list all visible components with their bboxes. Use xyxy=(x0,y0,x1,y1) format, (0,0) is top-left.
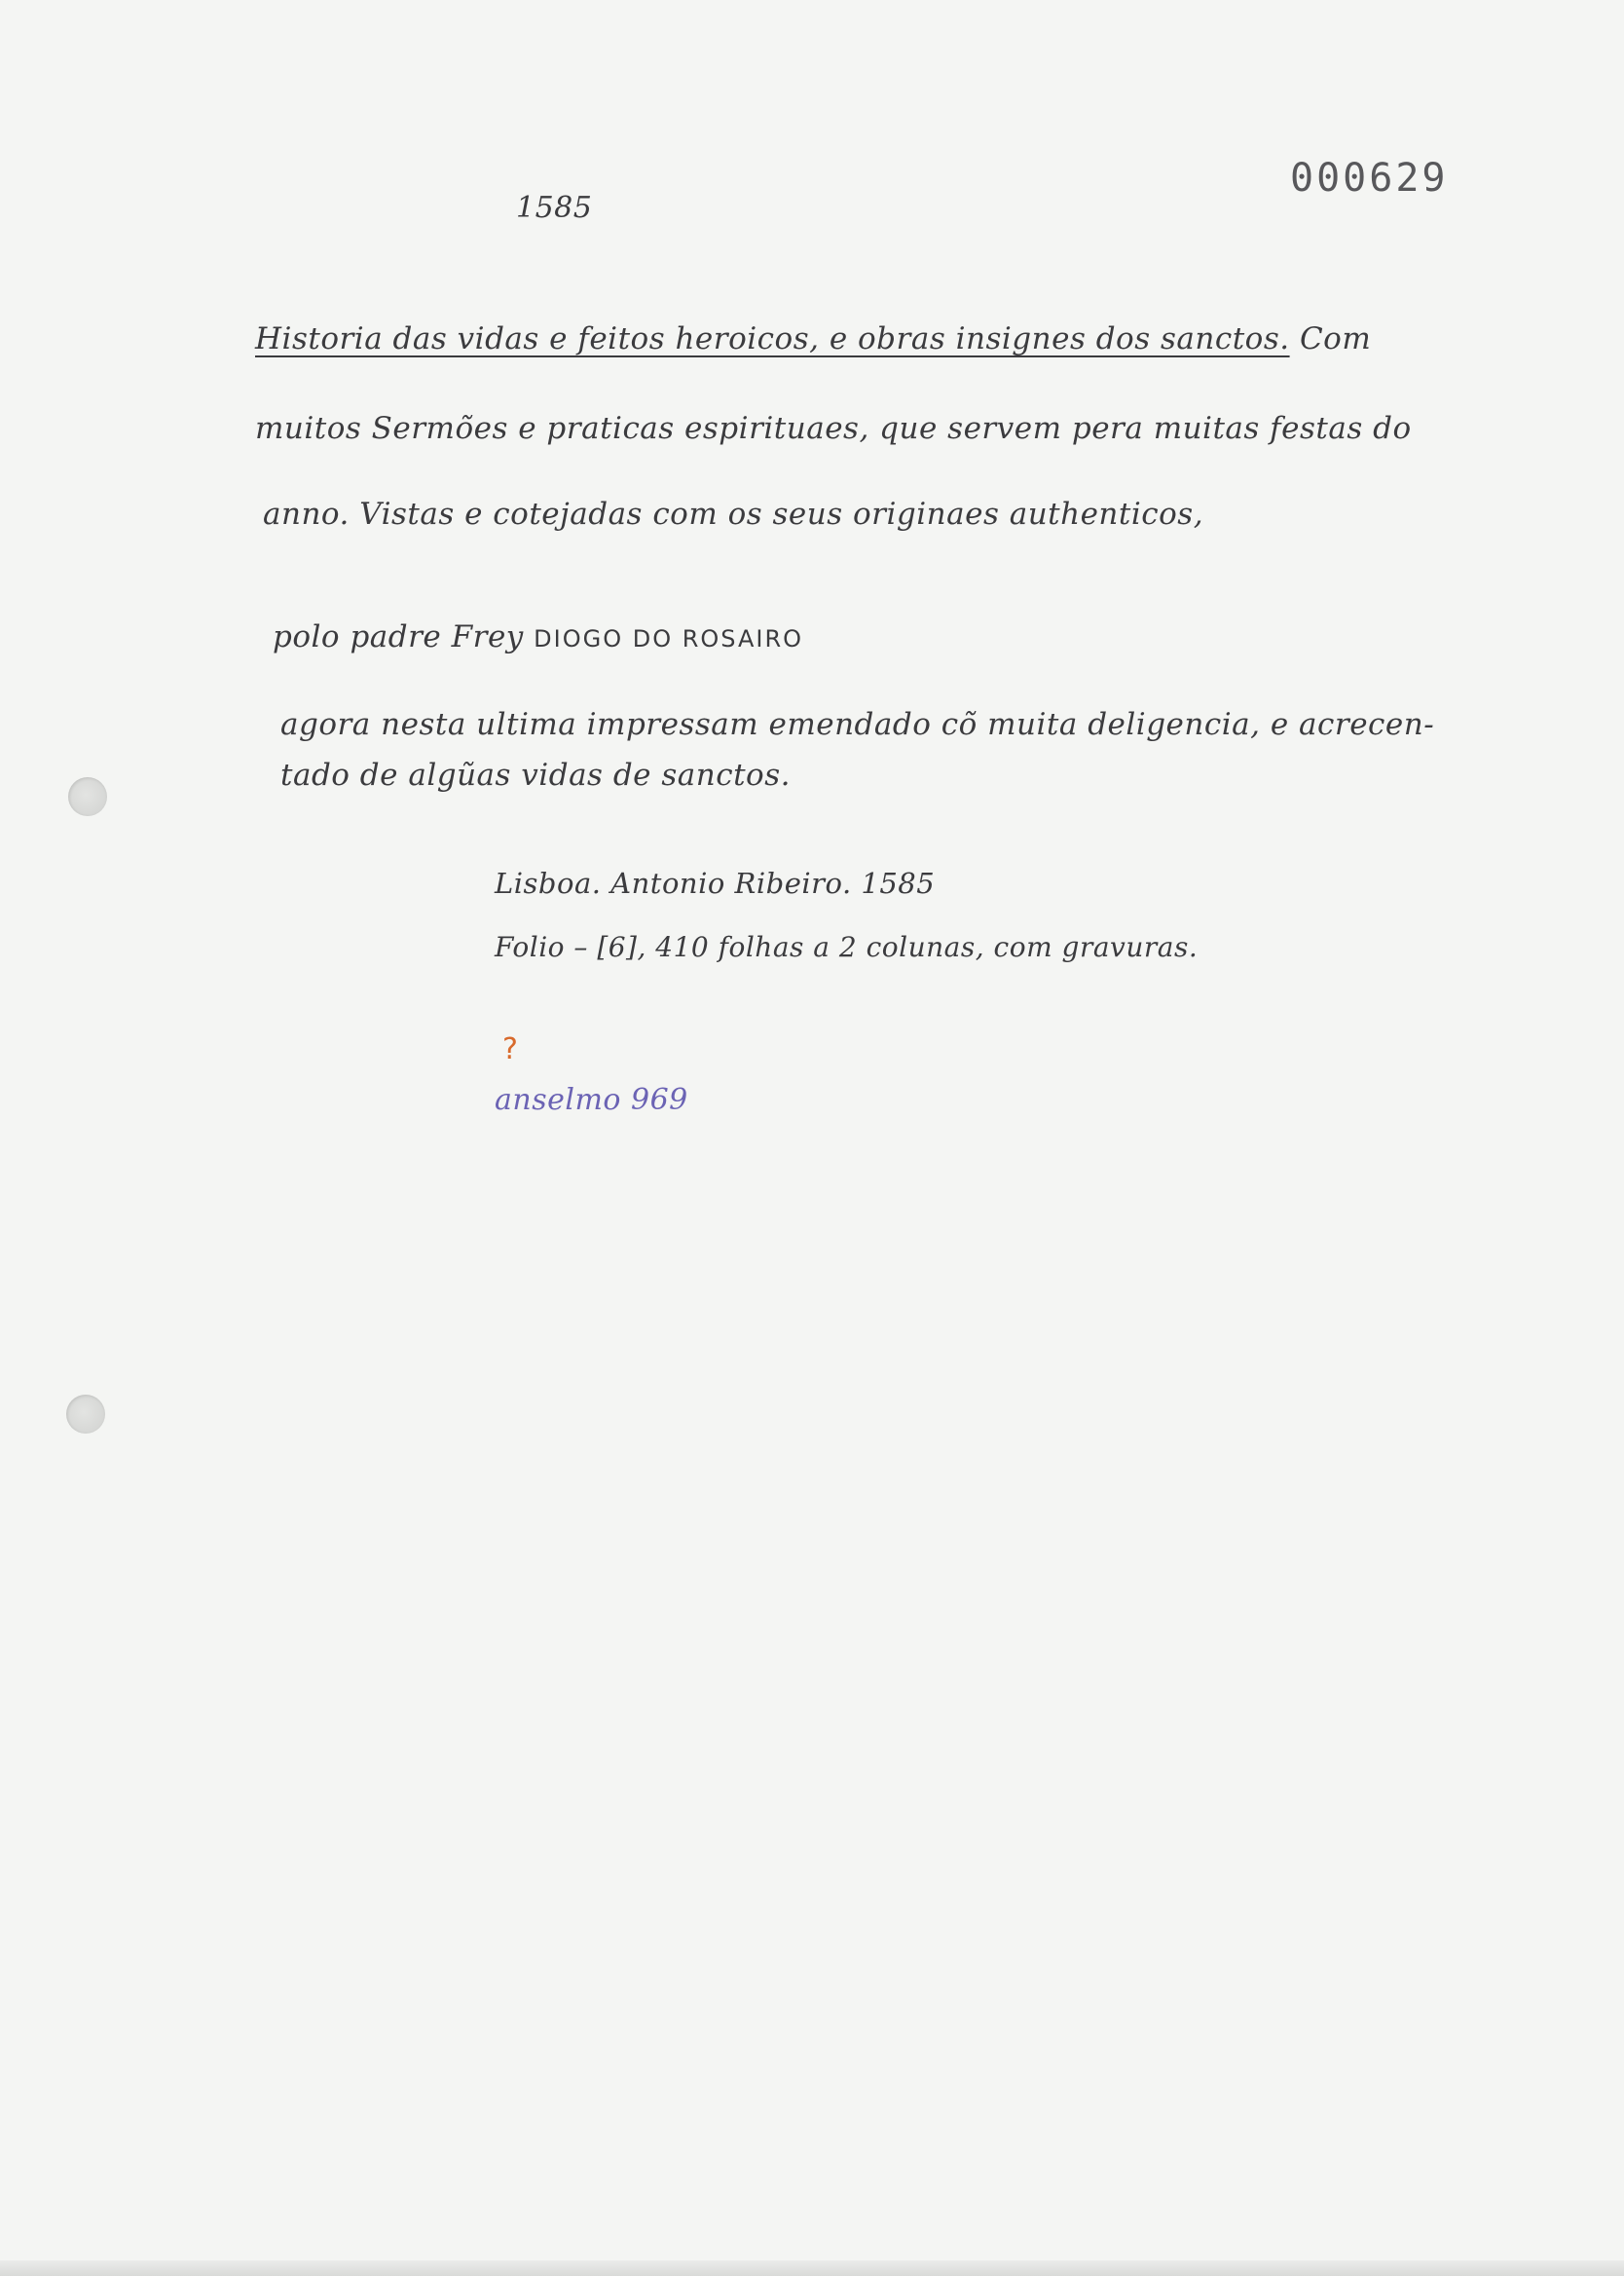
query-mark: ? xyxy=(502,1032,518,1066)
sheet-bottom-edge xyxy=(0,2260,1624,2276)
title-line-1-rest: Com xyxy=(1289,321,1372,356)
bibliographic-reference: anselmo 969 xyxy=(495,1083,688,1117)
author-line xyxy=(273,619,803,654)
collation-line: Folio – [6], 410 folhas a 2 colunas, com gravuras. xyxy=(495,931,1199,963)
year-heading: 1585 xyxy=(516,191,593,225)
edition-statement-line-1: agora nesta ultima impressam emendado cõ muita deligencia, e acrecen- xyxy=(280,707,1435,742)
title-line-2: muitos Sermões e praticas espirituaes, que servem pera muitas festas do xyxy=(255,411,1412,446)
author-name: DIOGO DO ROSAIRO xyxy=(534,625,804,653)
imprint-line: Lisboa. Antonio Ribeiro. 1585 xyxy=(495,867,936,900)
title-underlined-text: Historia das vidas e feitos heroicos, e obras insignes dos sanctos. xyxy=(255,321,1290,356)
punch-hole-top xyxy=(68,777,107,816)
catalog-number-stamp: 000629 xyxy=(1290,156,1449,201)
punch-hole-bottom xyxy=(66,1395,105,1434)
edition-statement-line-2: tado de algũas vidas de sanctos. xyxy=(280,758,791,793)
author-prefix: polo padre Frey xyxy=(273,619,535,654)
title-line-3: anno. Vistas e cotejadas com os seus originaes authenticos, xyxy=(263,497,1204,532)
title-line-1 xyxy=(255,321,1371,356)
